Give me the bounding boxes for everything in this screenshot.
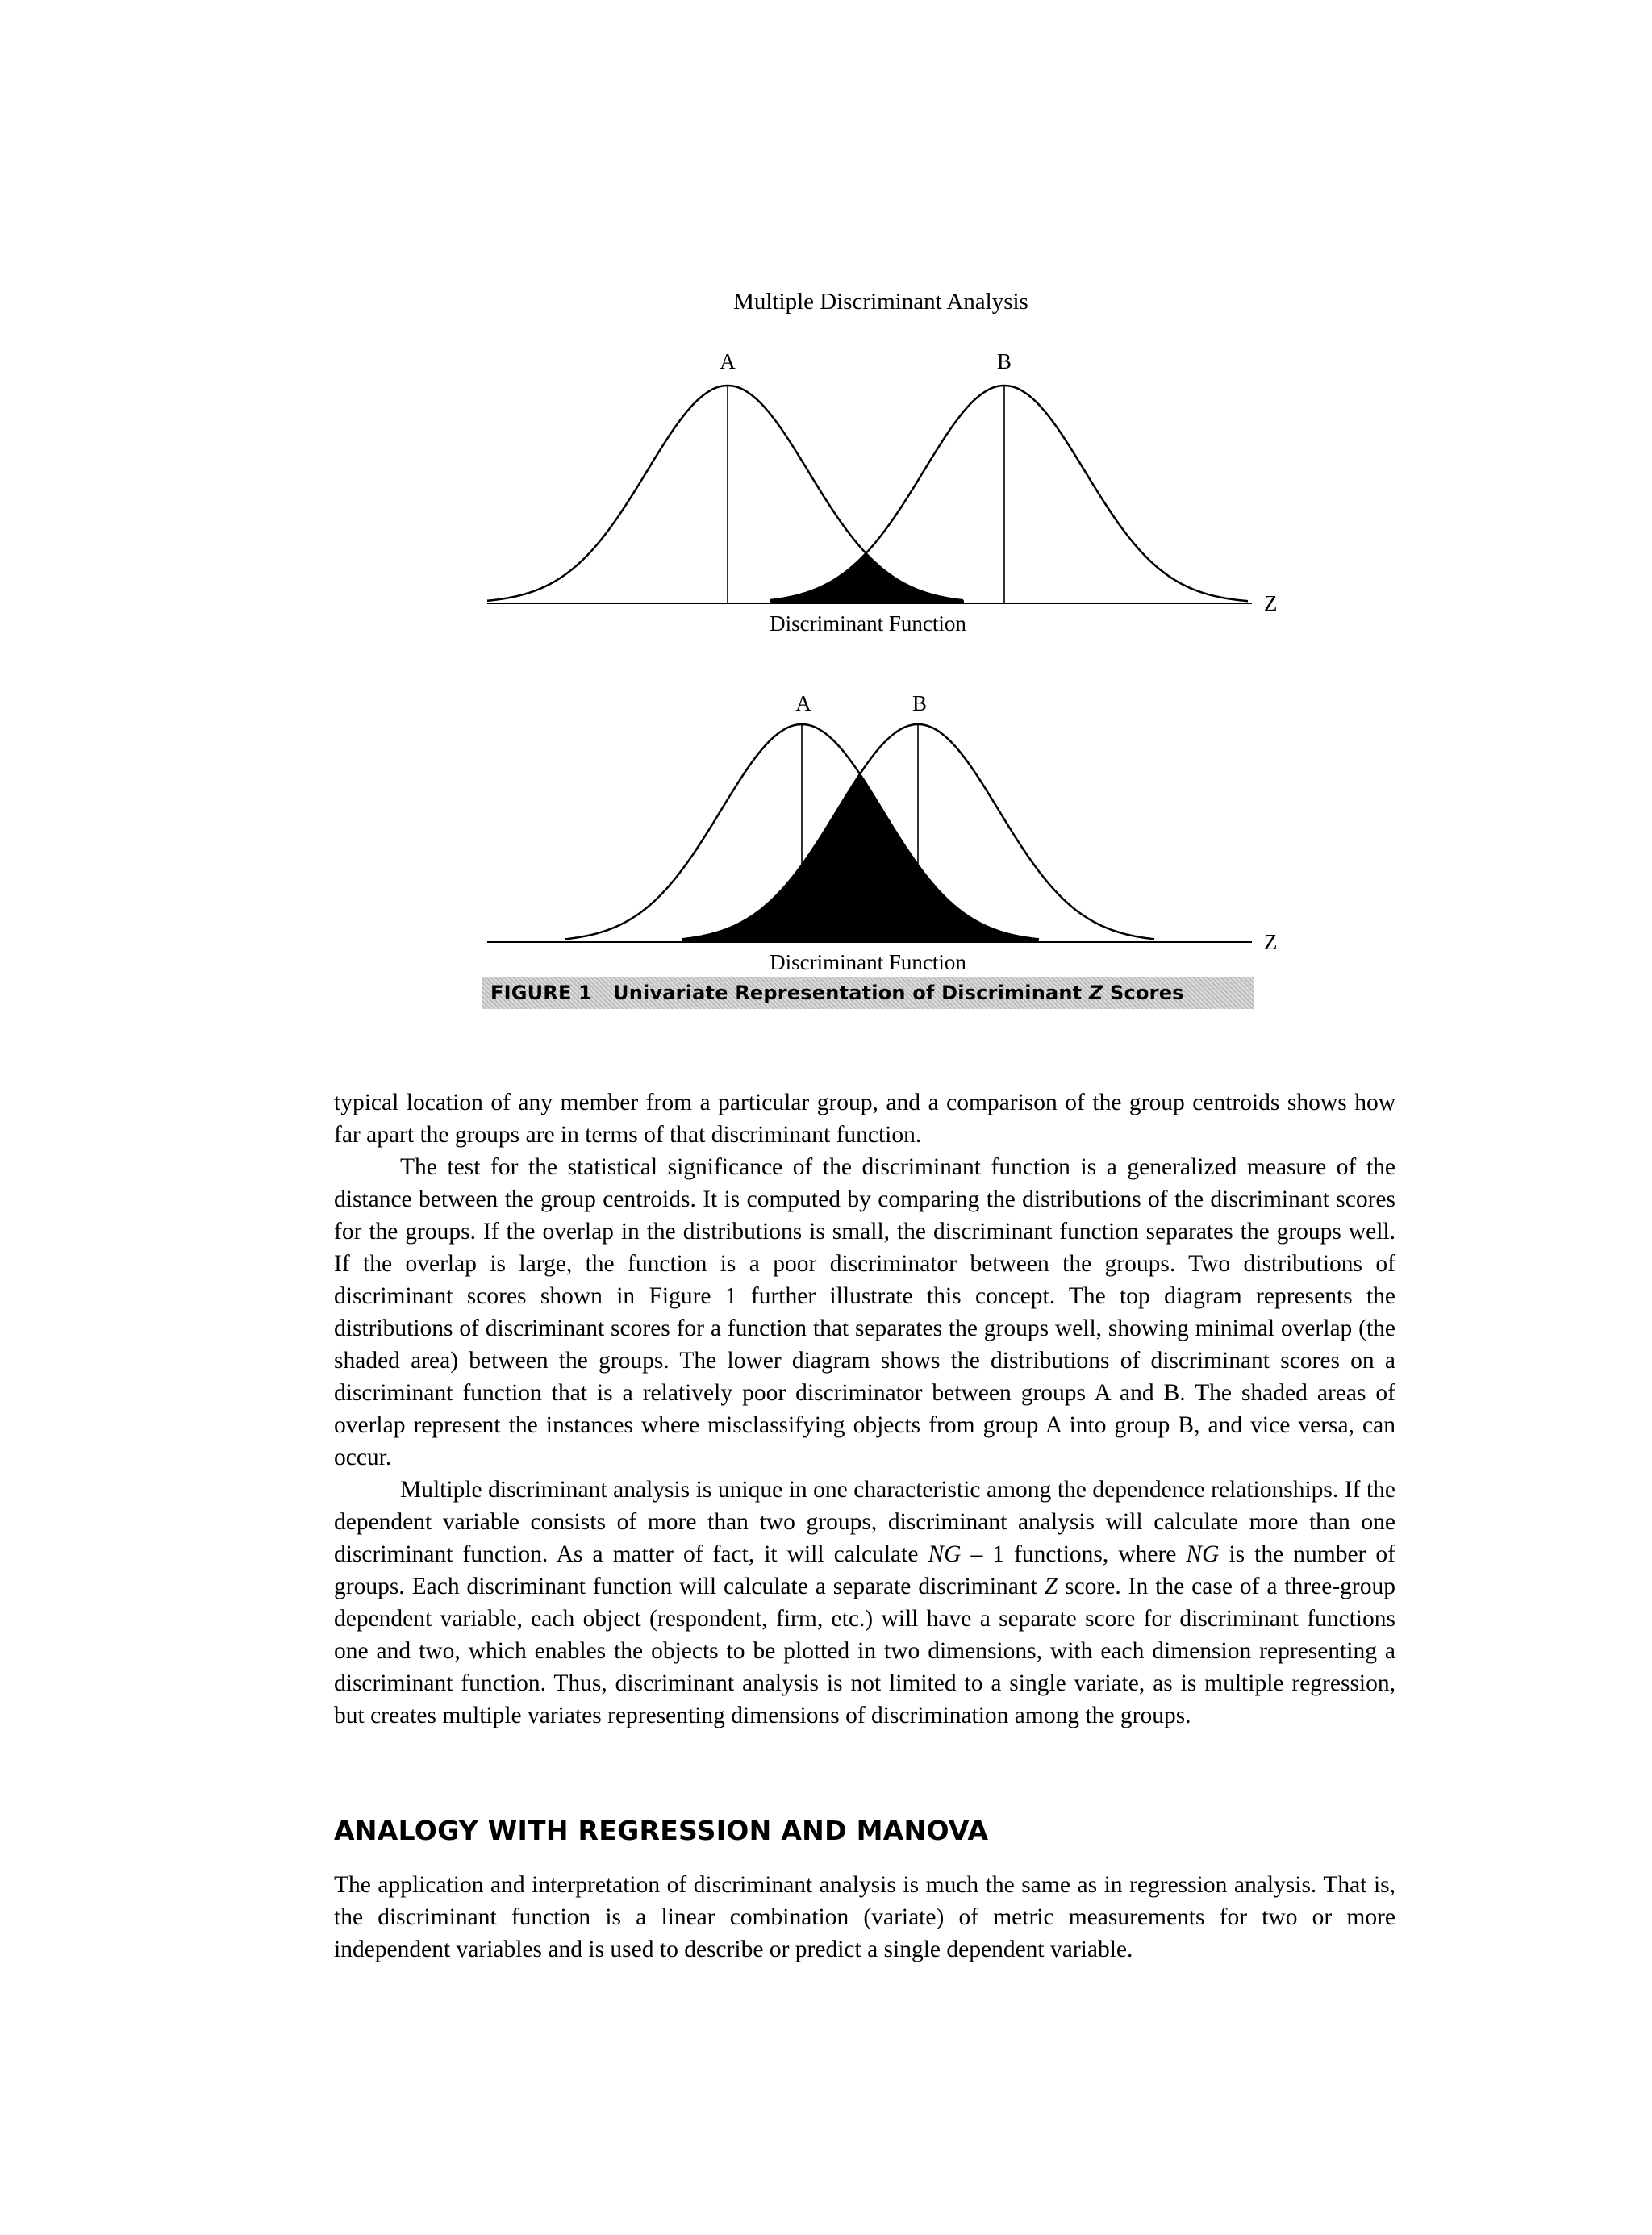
bottom-function-label: Discriminant Function xyxy=(770,950,966,974)
figure-1-diagram xyxy=(0,0,1652,1049)
figure-caption xyxy=(482,977,1254,1009)
paragraph-3 xyxy=(334,1474,1395,1732)
top-distribution-a xyxy=(487,386,963,601)
paragraph-3-ng: NG xyxy=(928,1541,962,1567)
figure-caption-title xyxy=(613,982,1184,1004)
figure-caption-label: FIGURE 1 xyxy=(490,982,593,1004)
body-text xyxy=(334,1086,1395,1732)
paragraph-2: The test for the statistical significance of the discriminant function is a generalized measure of the distance between the group centroids. It is computed by comparing the distributions of the discriminant scores for the groups. If the overlap in the distributions is small, the discriminant function separates the groups well. If the overlap is large, the function is a poor discriminator between the groups. Two distributions of discriminant scores shown in Figure 1 further illustrate this concept. The top diagram represents the distributions of discriminant scores for a function that separates the groups well, showing minimal overlap (the shaded area) between the groups. The lower diagram shows the distributions of discriminant scores on a discriminant function that is a relatively poor discriminator between groups A and B. The shaded areas of overlap represent the instances where misclassifying objects from group A into group B, and vice versa, can occur. xyxy=(334,1154,1395,1470)
bottom-diagram xyxy=(487,691,1278,974)
top-function-label: Discriminant Function xyxy=(770,611,966,636)
paragraph-1: typical location of any member from a particular group, and a comparison of the group centroids shows how far apart the groups are in terms of that discriminant function. xyxy=(334,1090,1395,1148)
paragraph-3-part-d: score. In the case of a three-group dependent variable, each object (respondent, firm, etc.) will have a separate score for discriminant functions one and two, which enables the objects to be plotted in two dimensions, with each dimension representing a discriminant function. Thus, discriminant analysis is not limited to a single variate, as is multiple regression, but creates multiple variates representing dimensions of discrimination among the groups. xyxy=(334,1574,1395,1728)
top-diagram xyxy=(487,349,1278,636)
section-heading: ANALOGY WITH REGRESSION AND MANOVA xyxy=(334,1815,989,1846)
top-label-b: B xyxy=(996,349,1012,373)
bottom-axis-label-z: Z xyxy=(1264,930,1278,954)
bottom-label-b: B xyxy=(912,691,928,715)
paragraph-3-ng-2: NG xyxy=(1186,1541,1220,1567)
paragraph-3-part-c: is the number of groups. Each discriminant function will calculate a separate discriminant xyxy=(334,1541,1395,1599)
caption-title-z: Z xyxy=(1088,982,1103,1004)
bottom-label-a: A xyxy=(795,691,811,715)
top-label-a: A xyxy=(720,349,736,373)
top-axis-label-z: Z xyxy=(1264,591,1278,615)
top-distribution-b xyxy=(770,386,1248,601)
figure-title: Multiple Discriminant Analysis xyxy=(733,289,1028,315)
section-paragraph: The application and interpretation of discriminant analysis is much the same as in regression analysis. That is, the discriminant function is a linear combination (variate) of metric measurements for two or more independent variables and is used to describe or predict a single dependent variable. xyxy=(334,1872,1395,1962)
bottom-overlap-shading xyxy=(682,775,1039,942)
caption-title-part2: Scores xyxy=(1103,982,1184,1004)
paragraph-3-part-b: – 1 functions, where xyxy=(961,1541,1187,1567)
paragraph-3-z: Z xyxy=(1044,1574,1058,1599)
paragraph-3-part-a: Multiple discriminant analysis is unique in one characteristic among the dependence relationships. If the dependent variable consists of more than two groups, discriminant analysis will calculate more than one discriminant function. As a matter of fact, it will calculate xyxy=(334,1477,1395,1567)
caption-title-part1: Univariate Representation of Discriminant xyxy=(613,982,1089,1004)
